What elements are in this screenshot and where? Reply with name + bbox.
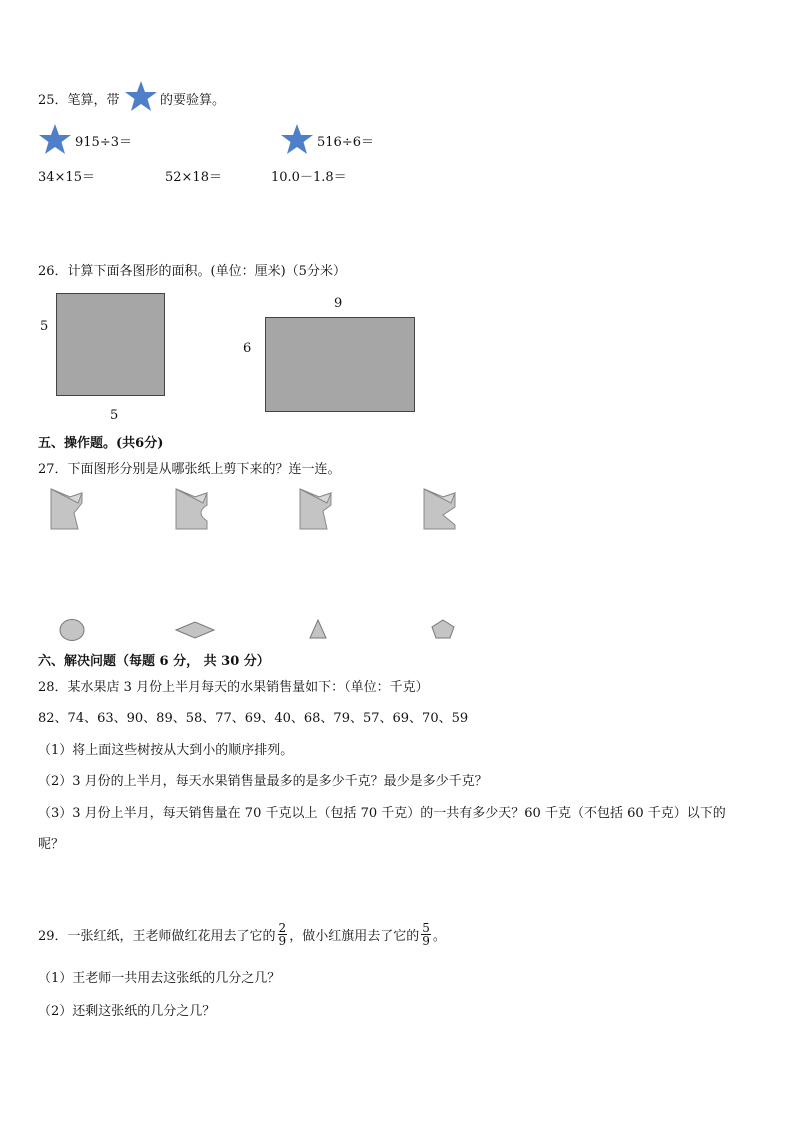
q28-data: 82、74、63、90、89、58、77、69、40、68、79、57、69、70、59 [38,711,469,726]
q25-title-b: 的要验算。 [160,93,226,108]
star-icon [38,123,72,155]
cut-shape-2 [173,485,209,531]
section5-title: 五、操作题。(共6分) [38,436,164,451]
q28-part3-cont: 呢？ [38,837,65,852]
q25-item2: 516÷6＝ [317,135,374,150]
rectangle-top-label: 9 [334,296,343,311]
q29-part1: （1）王老师一共用去这张纸的几分之几？ [38,971,281,986]
q25-item4: 52×18＝ [165,170,222,185]
square-bottom-label: 5 [110,408,119,423]
triangle-paper [308,618,328,640]
q27-title: 27．下面图形分别是从哪张纸上剪下来的？连一连。 [38,462,341,477]
cut-shape-3 [297,485,333,531]
fraction-numerator: 2 [278,921,287,935]
fraction-numerator: 5 [422,921,430,935]
fraction-2-9 [278,922,288,947]
cut-shape-1 [48,485,84,531]
fraction-denominator: 9 [422,934,430,948]
q28-title: 28．某水果店 3 月份上半月每天的水果销售量如下：（单位：千克） [38,680,429,695]
diamond-paper [174,620,216,640]
fraction-5-9 [421,922,431,947]
q25-title-a: 25．笔算，带 [38,93,120,108]
star-icon [280,123,314,155]
q29-text-b: ，做小红旗用去了它的 [289,929,420,944]
q25-item5: 10.0－1.8＝ [271,170,347,185]
q25-title [38,89,120,108]
fraction-denominator: 9 [278,934,287,948]
q29-part2: （2）还剩这张纸的几分之几？ [38,1004,216,1019]
q28-part3: （3）3 月份上半月，每天销售量在 70 千克以上（包括 70 千克）的一共有多少天？60 千克（不包括 60 千克）以下的 [38,806,726,821]
q28-part2: （2）3 月份的上半月，每天水果销售量最多的是多少千克？最少是多少千克？ [38,774,488,789]
pentagon-paper [430,618,456,640]
square-side-label: 5 [40,319,49,334]
circle-paper [58,618,86,642]
q28-part1: （1）将上面这些树按从大到小的顺序排列。 [38,743,294,758]
square-figure [56,293,165,396]
q25-item3: 34×15＝ [38,170,95,185]
rectangle-figure [265,317,415,412]
q26-title: 26．计算下面各图形的面积。(单位：厘米)（5分米） [38,264,346,279]
cut-shape-4 [421,485,457,531]
q25-item1: 915÷3＝ [75,135,132,150]
rectangle-side-label: 6 [243,341,252,356]
star-icon [124,80,158,112]
q29-text-c: 。 [432,929,446,944]
q29-title [38,922,446,947]
q29-text-a: 29．一张红纸，王老师做红花用去了它的 [38,929,276,944]
section6-title: 六、解决问题（每题 6 分， 共 30 分） [38,654,270,669]
